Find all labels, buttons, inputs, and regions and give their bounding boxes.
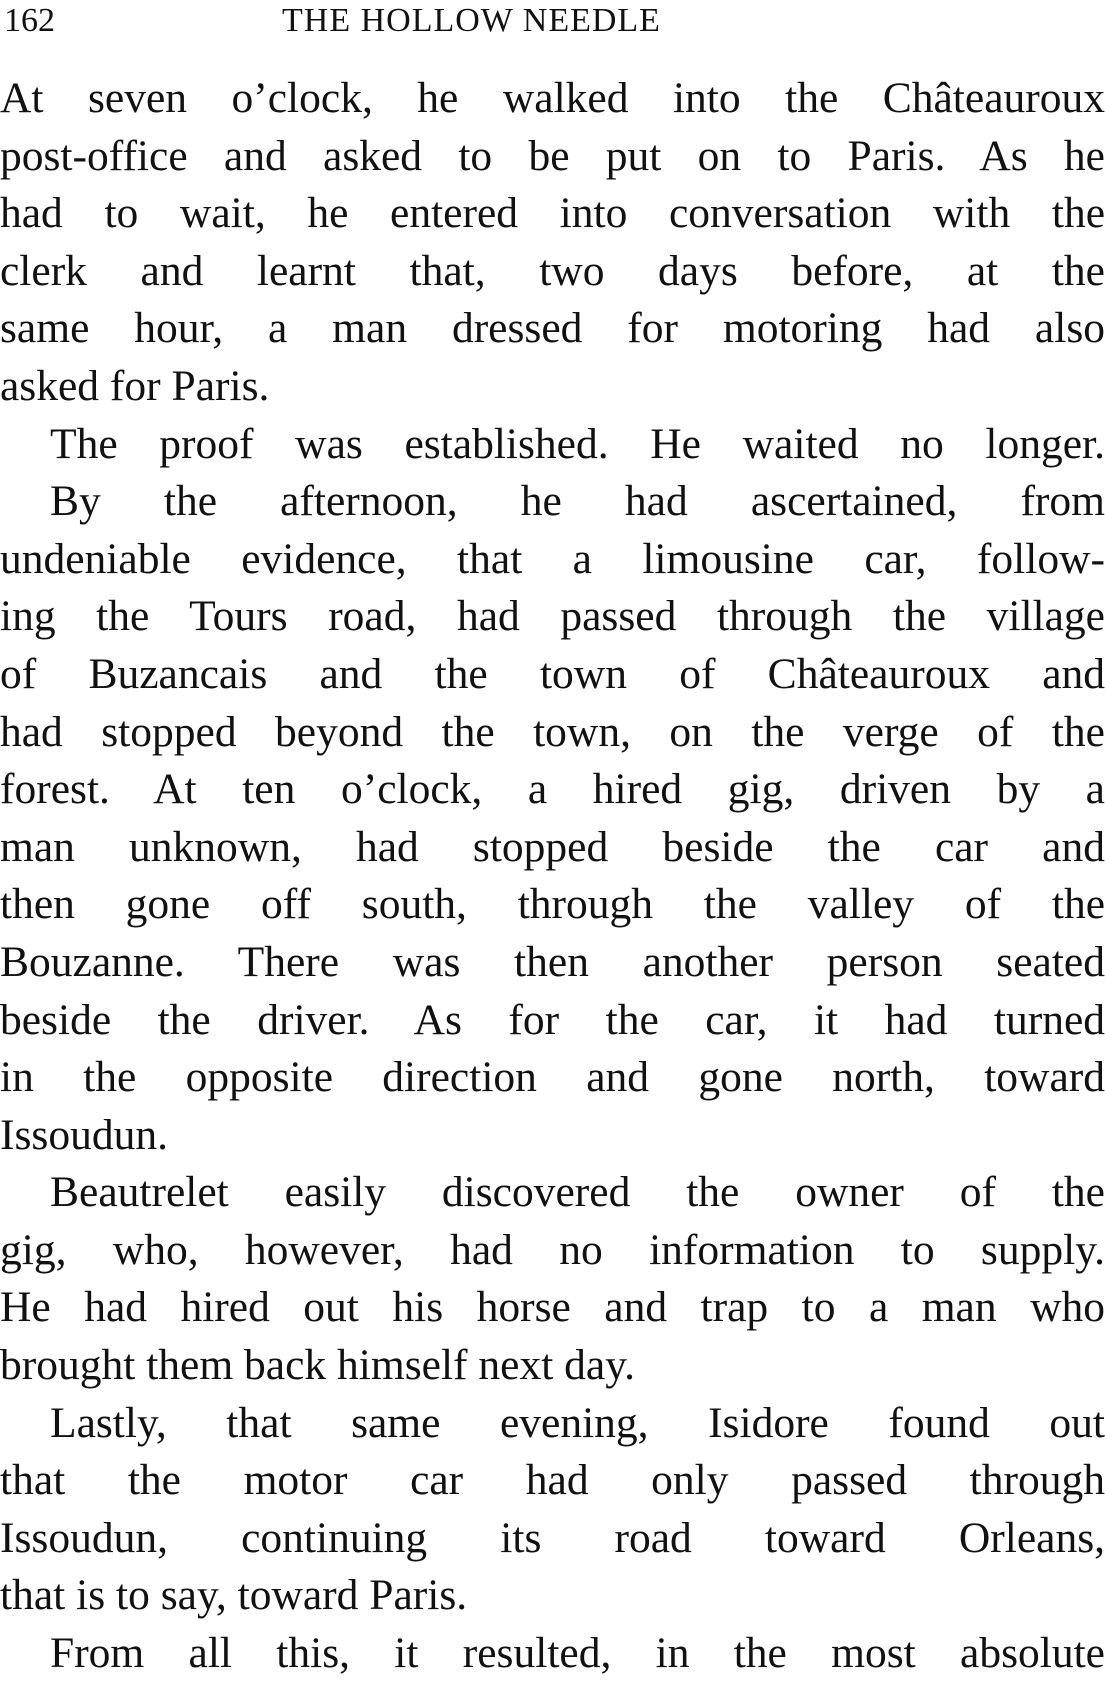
body-text <box>0 70 1105 1683</box>
text-line: From all this, it resulted, in the most absolute <box>50 1629 1105 1678</box>
text-line: that the motor car had only passed through <box>0 1456 1105 1505</box>
page-number: 162 <box>4 2 55 39</box>
text-line: that is to say, toward Paris. <box>0 1571 468 1620</box>
text-line: The proof was established. He waited no longer. <box>50 419 1105 468</box>
text-line: Beautrelet easily discovered the owner of the <box>50 1168 1105 1217</box>
text-line: same hour, a man dressed for motoring had also <box>0 304 1105 353</box>
text-line: Issoudun, continuing its road toward Orleans, <box>0 1513 1105 1562</box>
text-line: At seven o’clock, he walked into the Châteauroux <box>0 74 1105 122</box>
text-line: Bouzanne. There was then another person seated <box>0 937 1105 986</box>
text-line: Issoudun. <box>0 1110 168 1159</box>
text-line: in the opposite direction and gone north, toward <box>0 1053 1105 1102</box>
running-head: THE HOLLOW NEEDLE <box>282 2 661 39</box>
text-line: He had hired out his horse and trap to a man who <box>0 1283 1105 1332</box>
text-line: had to wait, he entered into conversation with the <box>0 189 1105 238</box>
text-line: post-office and asked to be put on to Paris. As he <box>0 131 1105 180</box>
text-line: forest. At ten o’clock, a hired gig, driven by a <box>0 765 1105 814</box>
text-line: then gone off south, through the valley of the <box>0 880 1105 929</box>
page-header <box>0 0 1105 44</box>
text-line: asked for Paris. <box>0 361 270 410</box>
text-line: Lastly, that same evening, Isidore found out <box>50 1398 1105 1447</box>
text-line: man unknown, had stopped beside the car and <box>0 822 1105 871</box>
text-line: had stopped beyond the town, on the verge of the <box>0 707 1105 756</box>
text-line: brought them back himself next day. <box>0 1341 636 1390</box>
text-line: gig, who, however, had no information to supply. <box>0 1225 1105 1274</box>
text-line: By the afternoon, he had ascertained, from <box>50 477 1105 526</box>
text-line: beside the driver. As for the car, it had turned <box>0 995 1105 1044</box>
text-line: ing the Tours road, had passed through the village <box>0 592 1105 641</box>
text-line: of Buzancais and the town of Châteauroux and <box>0 649 1105 698</box>
text-line: undeniable evidence, that a limousine car, follow- <box>0 534 1105 583</box>
text-line: clerk and learnt that, two days before, at the <box>0 246 1105 295</box>
